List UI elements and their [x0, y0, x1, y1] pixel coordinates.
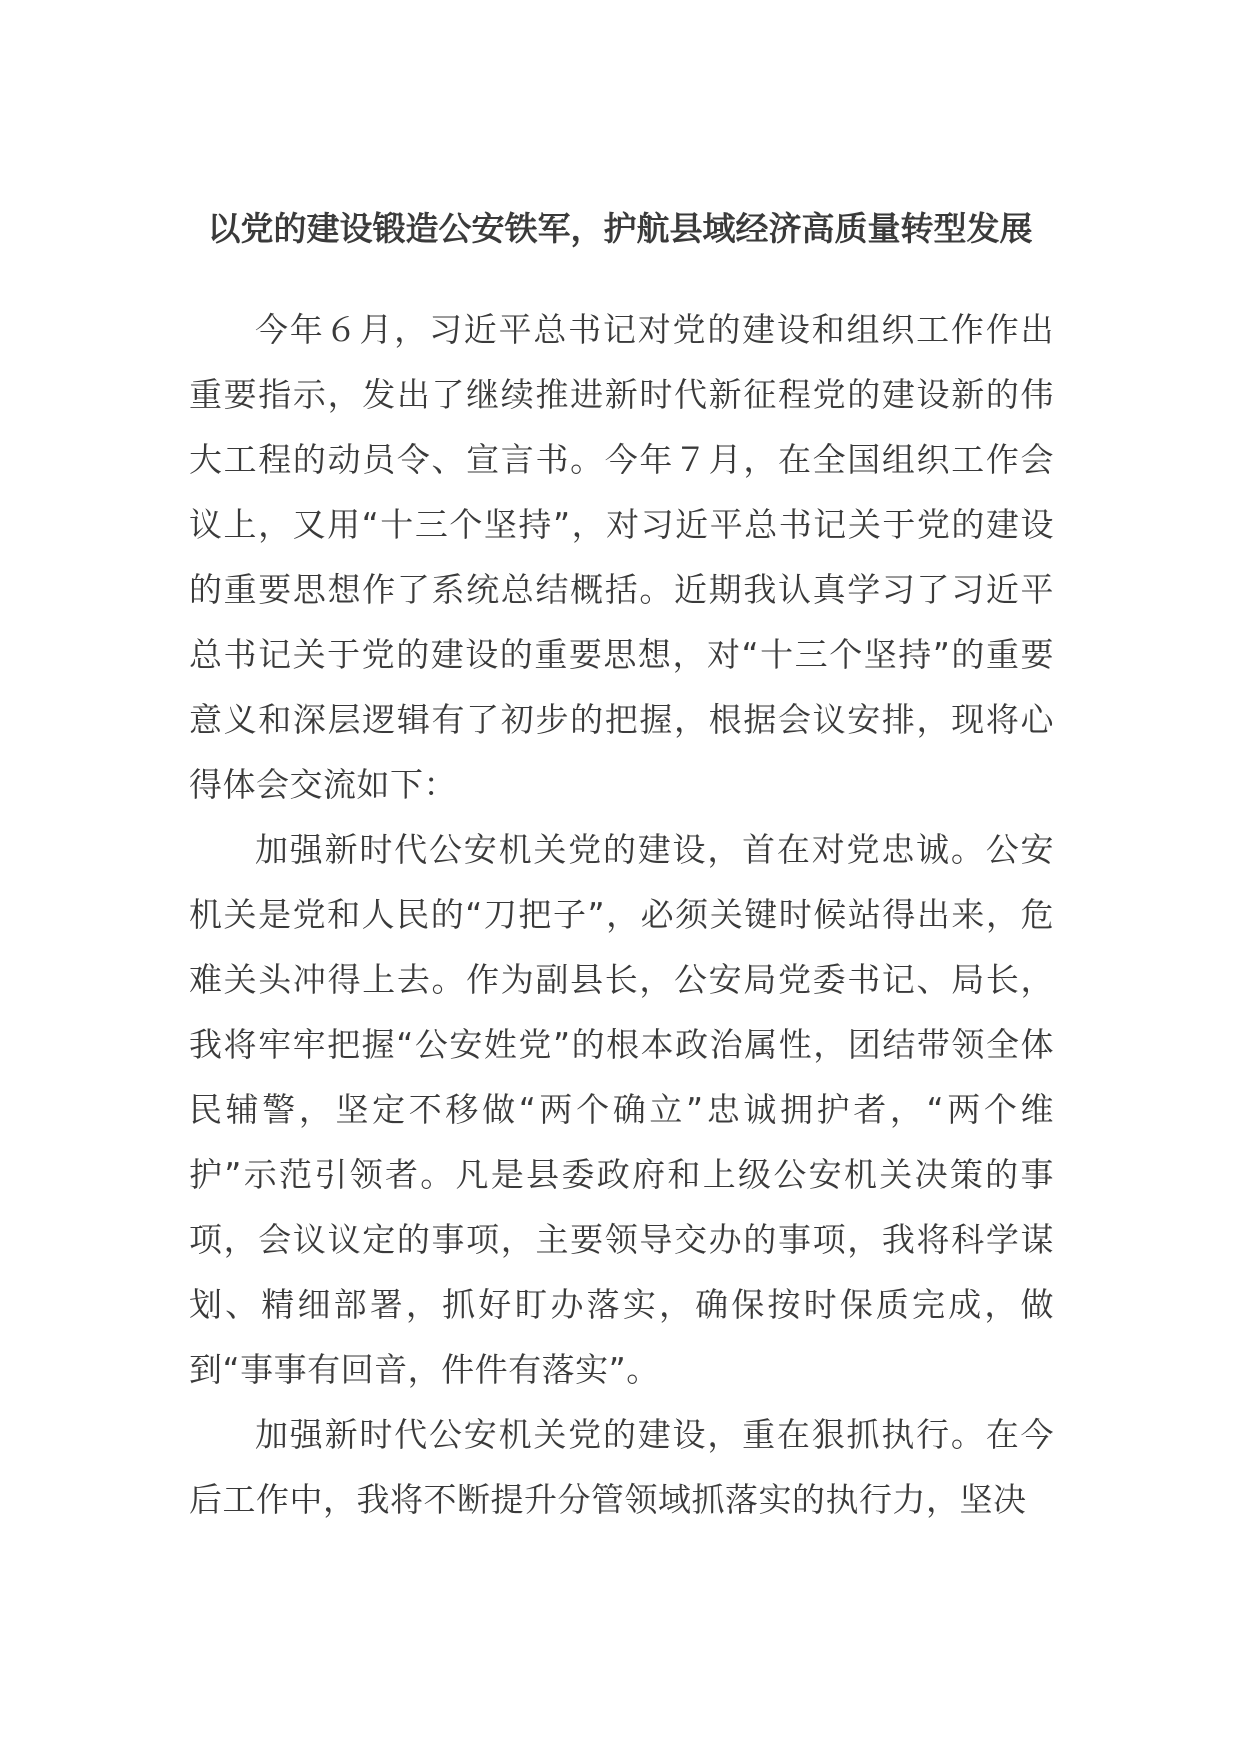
document-body — [189, 297, 1054, 1532]
paragraph-execution: 加强新时代公安机关党的建设，重在狠抓执行。在今后工作中，我将不断提升分管领域抓落实的执行力，坚决 — [189, 1415, 1054, 1519]
document-title: 以党的建设锻造公安铁军，护航县域经济高质量转型发展 — [207, 209, 1033, 248]
paragraph-intro: 今年６月，习近平总书记对党的建设和组织工作作出重要指示，发出了继续推进新时代新征程党的建设新的伟大工程的动员令、宣言书。今年７月，在全国组织工作会议上，又用“十三个坚持”，对习近平总书记关于党的建设的重要思想作了系统总结概括。近期我认真学习了习近平总书记关于党的建设的重要思想，对“十三个坚持”的重要意义和深层逻辑有了初步的把握，根据会议安排，现将心得体会交流如下： — [189, 310, 1054, 804]
paragraph-loyalty: 加强新时代公安机关党的建设，首在对党忠诚。公安机关是党和人民的“刀把子”，必须关键时候站得出来，危难关头冲得上去。作为副县长，公安局党委书记、局长，我将牢牢把握“公安姓党”的根本政治属性，团结带领全体民辅警，坚定不移做“两个确立”忠诚拥护者，“两个维护”示范引领者。凡是县委政府和上级公安机关决策的事项，会议议定的事项，主要领导交办的事项，我将科学谋划、精细部署，抓好盯办落实，确保按时保质完成，做到“事事有回音，件件有落实”。 — [189, 830, 1054, 1389]
